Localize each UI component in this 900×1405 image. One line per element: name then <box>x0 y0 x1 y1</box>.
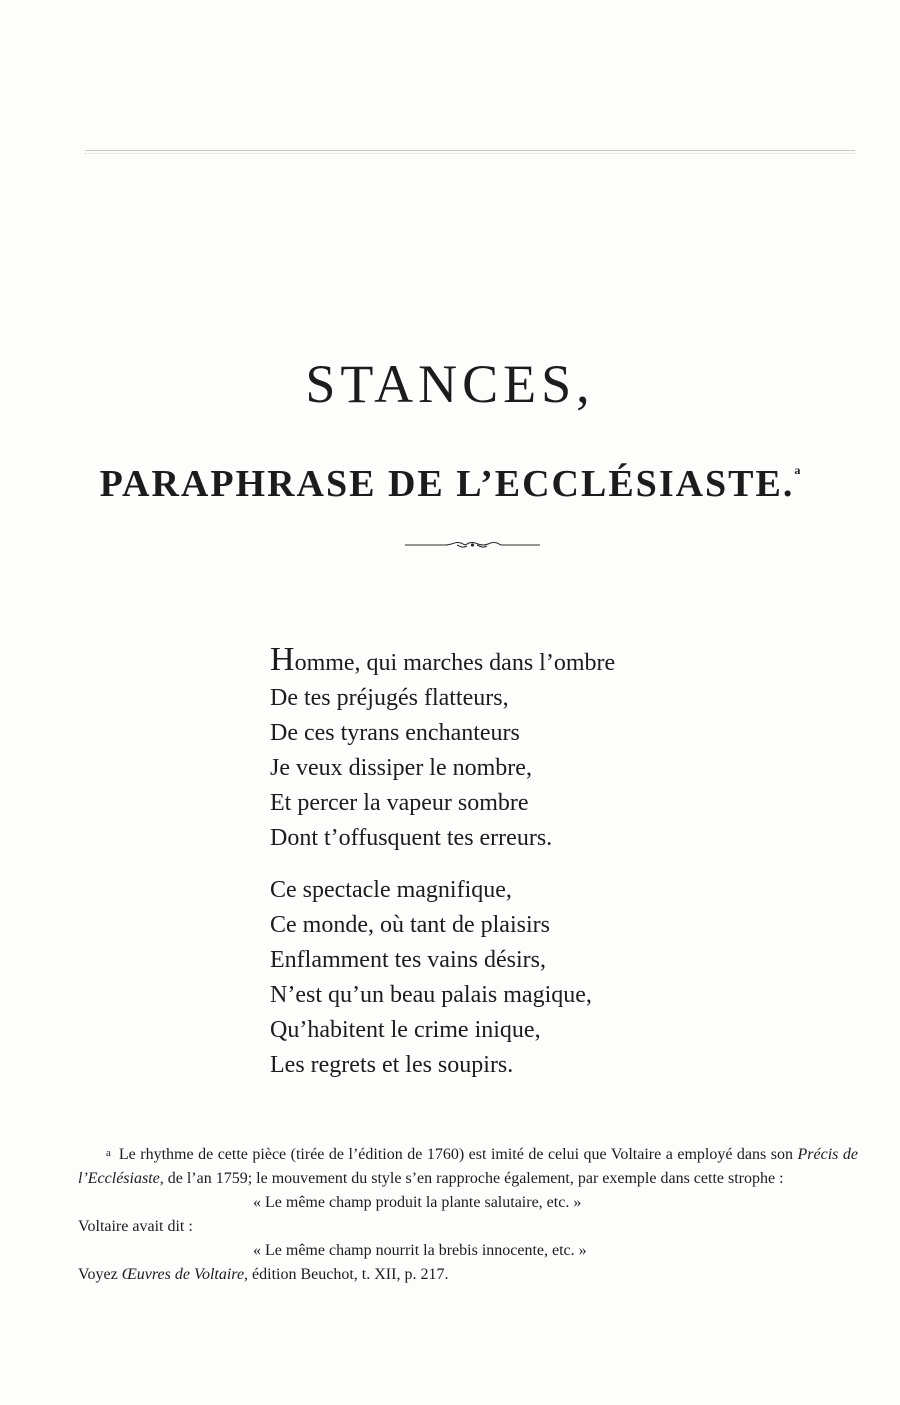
reference-italic: Œuvres de Voltaire, <box>121 1266 249 1283</box>
footnote-text: Le rhythme de cette pièce (tirée de l’édition de 1760) est imité de celui que Voltaire a employé dans son <box>118 1146 798 1163</box>
footnote-quote-2: « Le même champ nourrit la brebis innocente, etc. » <box>253 1242 587 1259</box>
page-title: STANCES, <box>305 354 595 414</box>
footnote-mark: a <box>106 1147 111 1159</box>
verse-line: Ce monde, où tant de plaisirs <box>270 912 550 938</box>
verse-line <box>270 641 616 681</box>
footnote-italic-title: Précis de l’Ecclésiaste, <box>78 1146 858 1187</box>
footnote-a <box>78 1141 858 1191</box>
verse-line: Enflamment tes vains désirs, <box>270 947 546 973</box>
footnote-reference <box>78 1263 858 1287</box>
verse-line: Les regrets et les soupirs. <box>270 1052 514 1078</box>
stanza-2 <box>270 873 615 1083</box>
subtitle-text: PARAPHRASE DE L’ECCLÉSIASTE. <box>99 463 795 505</box>
footnote-voltaire-said: Voltaire avait dit : <box>78 1218 193 1235</box>
reference-prefix: Voyez <box>78 1266 122 1283</box>
footnote-quote-1: « Le même champ produit la plante salutaire, etc. » <box>253 1194 582 1211</box>
top-rule <box>85 150 855 151</box>
page-subtitle <box>0 446 900 508</box>
verse-line: Je veux dissiper le nombre, <box>270 755 532 781</box>
verse-line: Dont t’offusquent tes erreurs. <box>270 825 553 851</box>
verse-line: Et percer la vapeur sombre <box>270 790 529 816</box>
poem <box>270 641 616 1083</box>
verse-line: N’est qu’un beau palais magique, <box>270 982 592 1008</box>
verse-line: De ces tyrans enchanteurs <box>270 720 520 746</box>
verse-line: Ce spectacle magnifique, <box>270 877 512 903</box>
verse-text: omme, qui marches dans l’ombre <box>294 650 616 676</box>
footnotes <box>78 1141 858 1287</box>
verse-line: Qu’habitent le crime inique, <box>270 1017 541 1043</box>
stanza-1 <box>270 641 616 856</box>
reference-suffix: édition Beuchot, t. XII, p. 217. <box>248 1266 449 1283</box>
ornament-divider <box>405 539 540 551</box>
subtitle-note-mark: a <box>794 463 801 477</box>
drop-cap: H <box>270 641 295 678</box>
footnote-text-cont: de l’an 1759; le mouvement du style s’en rapproche également, par exemple dans cette strophe : <box>163 1170 784 1187</box>
verse-line: De tes préjugés flatteurs, <box>270 685 509 711</box>
